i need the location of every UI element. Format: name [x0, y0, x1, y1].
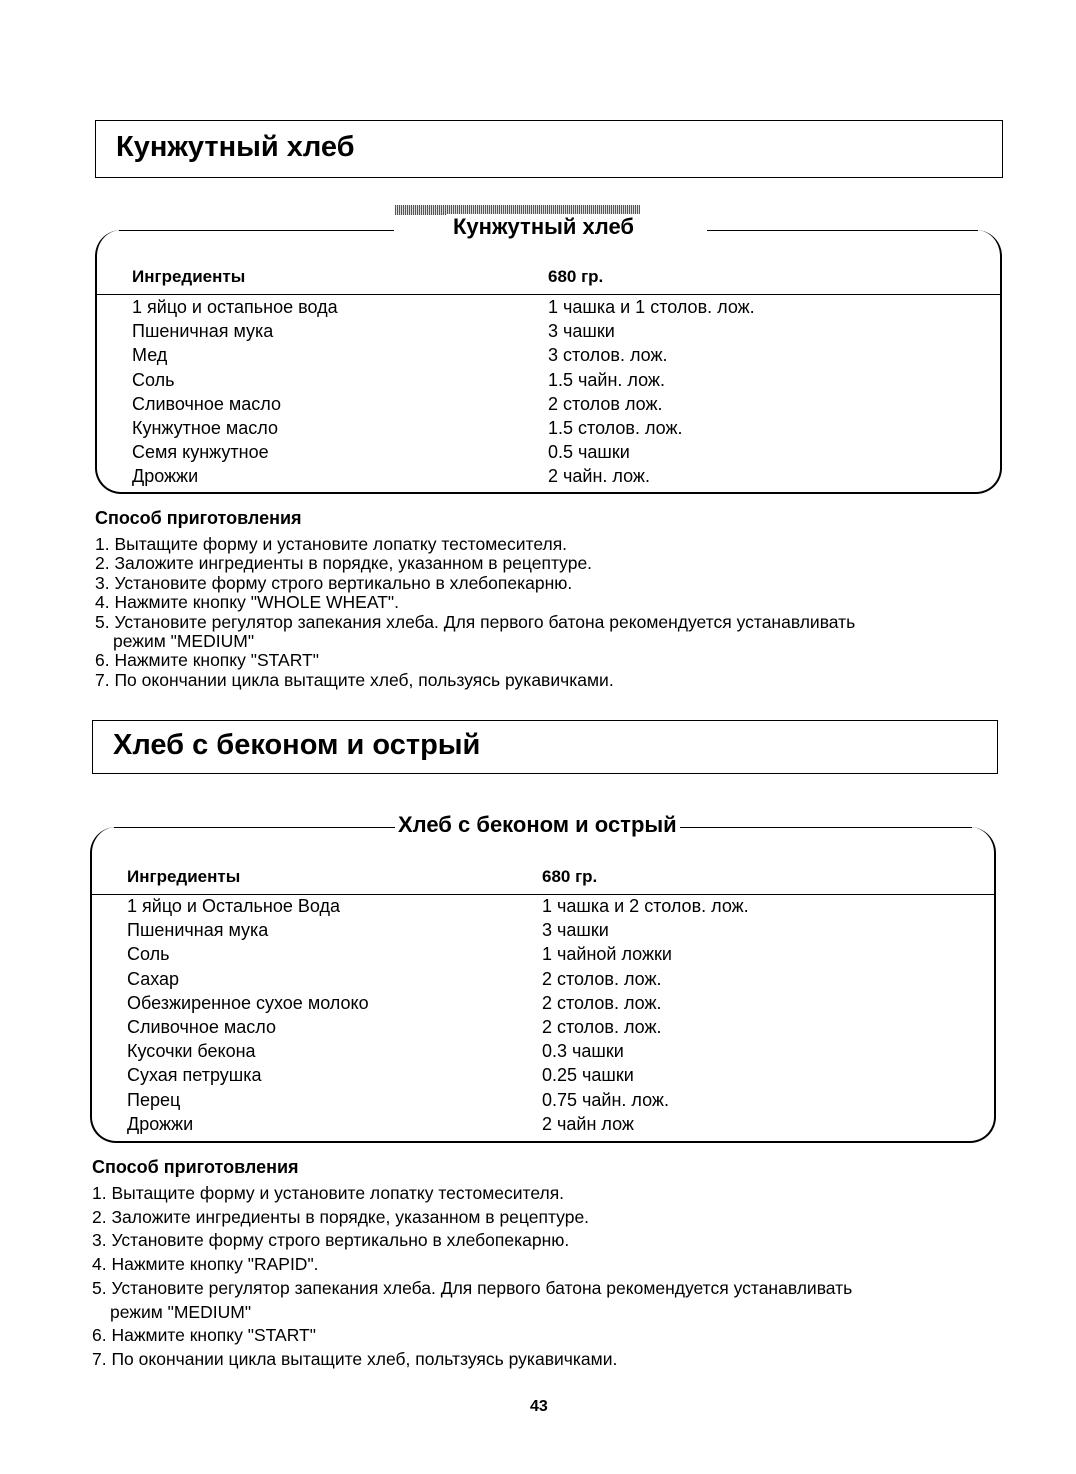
method-step: 2. Заложите ингредиенты в порядке, указанном в рецептуре.	[92, 1206, 590, 1227]
ingredient-amount: 0.3 чашки	[542, 1041, 624, 1062]
ingredient-name: Соль	[127, 944, 170, 965]
method-step: 3. Установите форму строго вертикально в хлебопекарню.	[95, 572, 573, 593]
ingredient-amount: 0.5 чашки	[548, 442, 630, 463]
ingredient-amount: 1.5 чайн. лож.	[548, 369, 665, 390]
method-step: 2. Заложите ингредиенты в порядке, указанном в рецептуре.	[95, 553, 593, 574]
ingredient-name: Мед	[132, 345, 168, 366]
ingredient-name: Сахар	[127, 968, 180, 989]
section-title: Кунжутный хлеб	[116, 131, 355, 163]
ingredient-amount: 2 чайн. лож.	[548, 466, 650, 487]
method-step: 1. Вытащите форму и установите лопатку тестомесителя.	[92, 1183, 565, 1203]
method-step: 6. Нажмите кнопку "START"	[92, 1325, 316, 1346]
ingredients-box-bacon	[90, 812, 996, 1143]
ingredient-name: Обезжиренное сухое молоко	[127, 992, 369, 1013]
ingredient-name: Дрожжи	[127, 1113, 194, 1134]
ingredient-name: Сухая петрушка	[127, 1065, 262, 1086]
method-step: режим "MEDIUM"	[110, 1301, 252, 1322]
ingredient-amount: 0.25 чашки	[542, 1065, 634, 1086]
method-step: 7. По окончании цикла вытащите хлеб, польтзуясь рукавичками.	[92, 1348, 618, 1369]
ingredient-name: Перец	[127, 1089, 181, 1110]
ingredients-header: Ингредиенты	[127, 867, 241, 886]
ingredient-name: Пшеничная мука	[132, 321, 274, 342]
method-step: 3. Установите форму строго вертикально в хлебопекарню.	[92, 1230, 570, 1251]
ingredient-amount: 3 столов. лож.	[548, 345, 668, 366]
ingredient-amount: 2 столов. лож.	[542, 1017, 662, 1037]
ingredient-name: Кунжутное масло	[132, 418, 278, 438]
method-step: 5. Установите регулятор запекания хлеба. Для первого батона рекомендуется устанавливать	[95, 611, 856, 632]
ingredient-amount: 3 чашки	[542, 920, 609, 941]
ingredient-amount: 1 чашка и 2 столов. лож.	[542, 896, 749, 916]
ingredient-amount: 2 столов лож.	[548, 393, 663, 414]
ingredient-amount: 2 столов. лож.	[542, 992, 662, 1013]
method-step: 1. Вытащите форму и установите лопатку тестомесителя.	[95, 534, 568, 554]
ingredient-name: Пшеничная мука	[127, 920, 269, 941]
ingredient-amount: 0.75 чайн. лож.	[542, 1089, 669, 1110]
ingredient-name: Сливочное масло	[127, 1017, 276, 1037]
ingredient-name: Дрожжи	[132, 466, 199, 487]
ingredient-amount: 1.5 столов. лож.	[548, 418, 683, 438]
ingredient-amount: 2 столов. лож.	[542, 968, 662, 989]
ingredient-name: 1 яйцо и остапьное вода	[132, 297, 338, 317]
ingredients-box-sesame	[95, 214, 1002, 494]
method-title: Способ приготовления	[92, 1157, 299, 1177]
method-step: 7. По окончании цикла вытащите хлеб, пользуясь рукавичками.	[95, 669, 614, 690]
ingredients-header: Ингредиенты	[132, 267, 246, 286]
recipe-box-title: Хлеб с беконом и острый	[395, 812, 680, 838]
recipe-box-title: Кунжутный хлеб	[447, 214, 640, 240]
ingredient-amount: 2 чайн лож	[542, 1113, 634, 1134]
ingredient-name: Сливочное масло	[132, 393, 281, 414]
ingredient-amount: 1 чашка и 1 столов. лож.	[548, 297, 755, 317]
method-step: режим "MEDIUM"	[113, 631, 255, 651]
amount-header: 680 гр.	[548, 267, 604, 286]
method-title: Способ приготовления	[95, 508, 302, 528]
page-number: 43	[530, 1398, 548, 1415]
ingredient-name: Соль	[132, 369, 175, 390]
method-step: 6. Нажмите кнопку "START"	[95, 650, 319, 671]
ingredient-name: Кусочки бекона	[127, 1041, 256, 1062]
ingredient-amount: 1 чайной ложки	[542, 944, 672, 965]
section-title: Хлеб с беконом и острый	[113, 729, 481, 761]
method-step: 5. Установите регулятор запекания хлеба. Для первого батона рекомендуется устанавливать	[92, 1277, 853, 1298]
ingredient-amount: 3 чашки	[548, 321, 615, 342]
method-step: 4. Нажмите кнопку "RAPID".	[92, 1254, 319, 1275]
section-header-bacon	[92, 720, 998, 774]
method-step: 4. Нажмите кнопку "WHOLE WHEAT".	[95, 592, 399, 613]
ingredient-name: 1 яйцо и Остальное Вода	[127, 896, 341, 916]
section-header-sesame	[95, 120, 1003, 178]
amount-header: 680 гр.	[542, 867, 598, 886]
ingredient-name: Семя кунжутное	[132, 442, 269, 463]
